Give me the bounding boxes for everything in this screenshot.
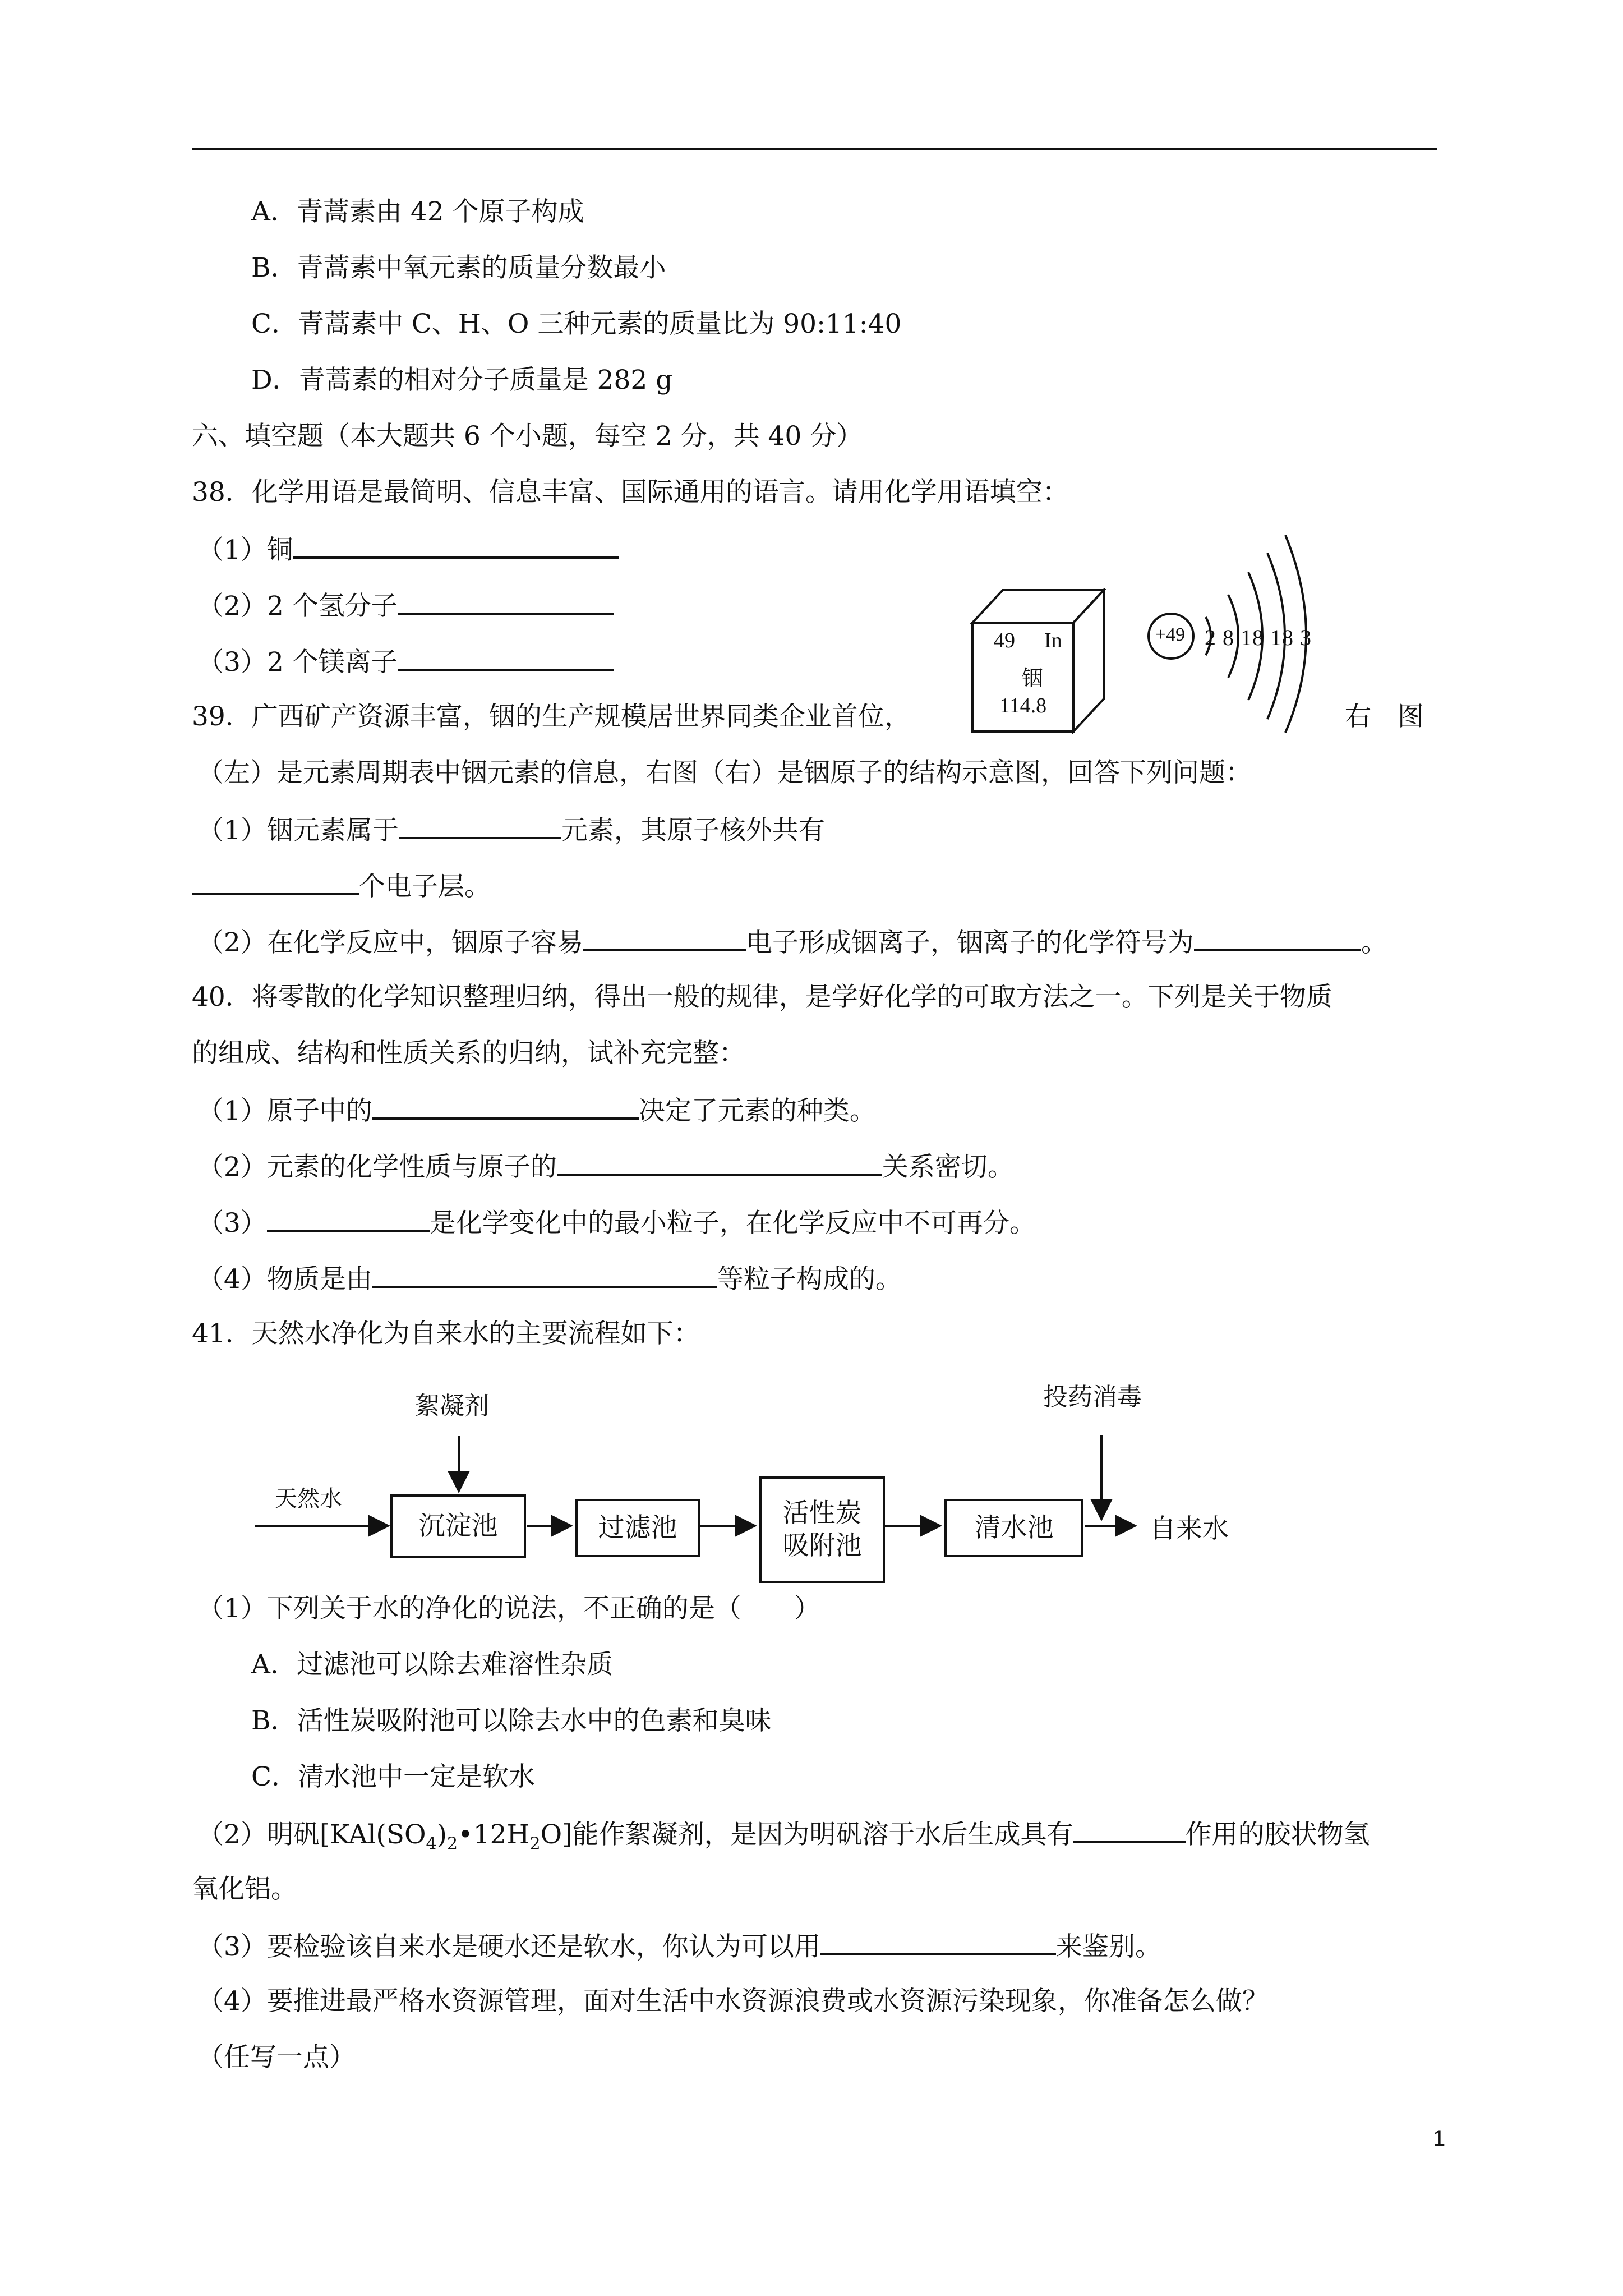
q40-part-3-text: 是化学变化中的最小粒子，在化学反应中不可再分。 [429,1208,1036,1239]
indium-atom-diagram [1144,533,1312,735]
q38-part-2-label: （2）2 个氢分子 [197,591,398,622]
q38-part-2 [197,588,614,623]
flow-disinfect-label: 投药消毒 [1043,1383,1142,1411]
q41-part-3-text: 来鉴别。 [1055,1931,1161,1962]
q41-part-2-text: •12H [458,1819,530,1850]
answer-blank[interactable] [267,1205,430,1232]
flow-box-activated-carbon-line2: 吸附池 [782,1530,862,1561]
q38-part-3-label: （3）2 个镁离子 [197,647,398,678]
q40-part-1 [197,1093,876,1128]
subscript: 2 [529,1834,541,1854]
q40-part-3-label: （3） [197,1208,267,1239]
q40-part-2 [197,1149,1014,1184]
element-symbol: In [1044,629,1062,652]
q40-part-1-label: （1）原子中的 [197,1096,372,1126]
q39-part-1-text: 元素，其原子核外共有 [561,815,825,846]
flow-output-label: 自来水 [1150,1513,1229,1544]
answer-blank[interactable] [372,1261,717,1288]
q40-part-4-label: （4）物质是由 [197,1264,372,1295]
q41-part-3 [197,1929,1161,1964]
answer-blank[interactable] [1194,924,1361,951]
section-title: 六、填空题（本大题共 6 个小题，每空 2 分，共 40 分） [192,421,863,452]
q41-part-4-note: （任写一点） [197,2042,356,2073]
q40-part-2-text: 关系密切。 [882,1152,1014,1182]
q39-part-2 [197,924,1387,960]
q38-part-3 [197,644,614,679]
q39-part-2-text: 电子形成铟离子，铟离子的化学符号为 [745,927,1194,958]
flow-box-clear-water: 清水池 [944,1499,1083,1557]
q39-part-2-tail: 。 [1361,927,1387,958]
answer-blank[interactable] [557,1149,882,1176]
q38-stem: 38．化学用语是最简明、信息丰富、国际通用的语言。请用化学用语填空： [192,477,1069,508]
atomic-number: 49 [994,629,1015,652]
q39-part-1 [197,812,825,848]
option-37-a: A．青蒿素由 42 个原子构成 [251,196,584,227]
q41-part-2 [197,1816,1370,1861]
option-37-b: B．青蒿素中氧元素的质量分数最小 [251,252,666,283]
page-number: 1 [1433,2126,1446,2151]
flow-box-activated-carbon-line1: 活性炭 [782,1498,862,1529]
atomic-mass: 114.8 [999,694,1047,717]
q40-part-4-text: 等粒子构成的。 [717,1264,902,1295]
header-rule [192,148,1437,150]
flow-coagulant-label: 絮凝剂 [415,1392,489,1420]
option-37-d: D．青蒿素的相对分子质量是 282 g [251,365,673,395]
indium-element-tile [970,588,1106,734]
q40-stem-b: 的组成、结构和性质关系的归纳，试补充完整： [192,1038,745,1069]
option-37-c: C．青蒿素中 C、H、O 三种元素的质量比为 90:11:40 [251,309,902,339]
subscript: 2 [446,1834,458,1854]
answer-blank[interactable] [293,532,619,559]
flow-input-label: 天然水 [275,1486,342,1512]
q40-part-3 [197,1205,1036,1240]
q41-part-2-text: O]能作絮凝剂，是因为明矾溶于水后生成具有 [540,1819,1073,1850]
q41-part-4: （4）要推进最严格水资源管理，面对生活中水资源浪费或水资源污染现象，你准备怎么做？ [197,1986,1269,2017]
q39-part-2-label: （2）在化学反应中，铟原子容易 [197,927,583,958]
q41-option-c: C．清水池中一定是软水 [251,1761,535,1792]
flow-box-sedimentation: 沉淀池 [390,1494,526,1558]
answer-blank[interactable] [1073,1816,1186,1843]
q41-part-2-text: ) [436,1819,447,1850]
q40-part-4 [197,1261,902,1296]
q41-option-b: B．活性炭吸附池可以除去水中的色素和臭味 [251,1705,772,1736]
water-treatment-flowchart [247,1369,1312,1604]
q41-part-3-label: （3）要检验该自来水是硬水还是软水，你认为可以用 [197,1931,820,1962]
answer-blank[interactable] [372,1093,639,1120]
answer-blank[interactable] [192,868,359,895]
answer-blank[interactable] [583,924,746,951]
q41-part-1: （1）下列关于水的净化的说法，不正确的是（ ） [197,1593,820,1624]
answer-blank[interactable] [820,1929,1056,1955]
q38-part-1-label: （1）铜 [197,535,293,565]
answer-blank[interactable] [399,812,561,839]
q41-part-2-tail: 作用的胶状物氢 [1185,1819,1370,1850]
q39-stem-right: 右 图 [1345,701,1424,732]
flow-box-activated-carbon [759,1476,885,1583]
q40-stem-a: 40．将零散的化学知识整理归纳，得出一般的规律，是学好化学的可取方法之一。下列是关于物质 [192,982,1332,1013]
element-name: 铟 [1022,667,1044,691]
q41-part-2-cont: 氧化铝。 [192,1874,297,1904]
q40-part-1-text: 决定了元素的种类。 [638,1096,876,1126]
q39-part-1-tail: 个电子层。 [359,871,491,902]
answer-blank[interactable] [398,644,614,671]
q40-part-2-label: （2）元素的化学性质与原子的 [197,1152,557,1182]
flow-box-filtration: 过滤池 [575,1499,700,1557]
q39-stem-a: 39．广西矿产资源丰富，铟的生产规模居世界同类企业首位， [192,701,911,732]
q39-stem-b: （左）是元素周期表中铟元素的信息，右图（右）是铟原子的结构示意图，回答下列问题： [197,757,1252,788]
q41-stem: 41．天然水净化为自来水的主要流程如下： [192,1318,700,1349]
q39-part-1-cont [192,868,491,904]
subscript: 4 [426,1834,437,1854]
q41-option-a: A．过滤池可以除去难溶性杂质 [251,1649,613,1680]
nucleus-charge: +49 [1155,624,1186,645]
q41-part-2-label: （2）明矾[KAl(SO [197,1819,426,1850]
shell-electrons: 2 8 18 18 3 [1205,625,1312,650]
answer-blank[interactable] [398,588,614,615]
q38-part-1 [197,532,619,567]
q39-part-1-label: （1）铟元素属于 [197,815,399,846]
